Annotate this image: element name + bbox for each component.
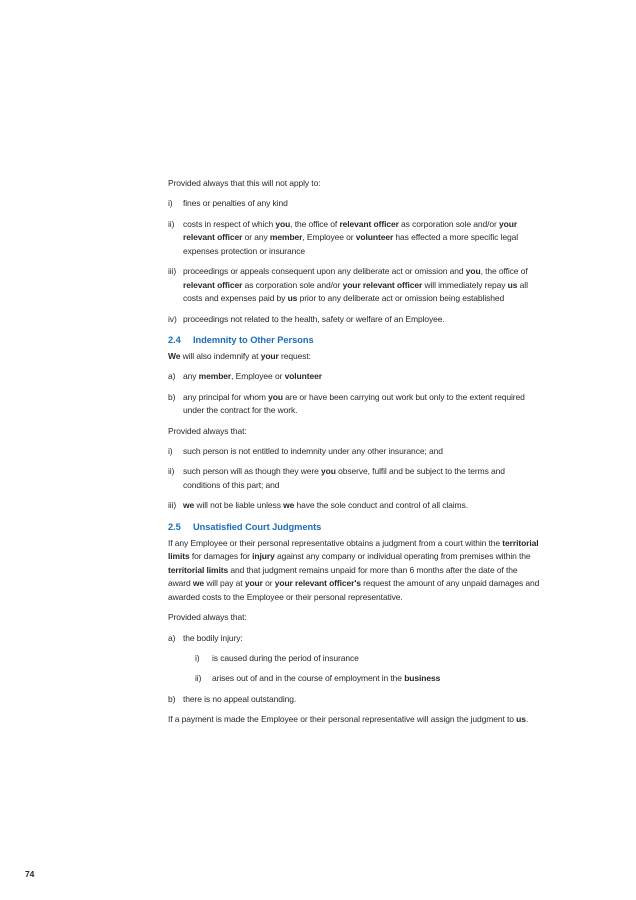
bold-term: relevant officer bbox=[183, 232, 243, 243]
section-title: Indemnity to Other Persons bbox=[193, 335, 314, 346]
bold-term: volunteer bbox=[355, 232, 394, 243]
text-run: Provided always that: bbox=[168, 425, 247, 436]
list-item-text bbox=[183, 693, 608, 707]
bold-term: you bbox=[268, 391, 283, 402]
text-run: all bbox=[517, 279, 528, 290]
list-marker: ii) bbox=[195, 673, 202, 684]
paragraph bbox=[168, 611, 608, 625]
section-heading bbox=[168, 522, 608, 533]
text-run: request the amount of any unpaid damages and bbox=[360, 578, 540, 589]
section-heading bbox=[168, 335, 608, 346]
text-run: has effected a more specific legal bbox=[393, 232, 519, 243]
list-item bbox=[168, 693, 608, 707]
list-item-text bbox=[183, 197, 608, 211]
paragraph bbox=[168, 537, 608, 605]
bold-term: we bbox=[192, 578, 205, 589]
list-item bbox=[168, 465, 608, 492]
paragraph bbox=[168, 350, 608, 364]
text-run: . bbox=[525, 714, 529, 725]
text-run: arises out of and in the course of employment in the bbox=[212, 673, 405, 684]
paragraph bbox=[168, 425, 608, 439]
text-run: Provided always that: bbox=[168, 612, 247, 623]
bold-term: volunteer bbox=[284, 371, 322, 382]
bold-term: territorial bbox=[502, 537, 539, 548]
bold-term: you bbox=[465, 266, 481, 277]
text-run: any bbox=[183, 371, 199, 382]
bold-term: we bbox=[183, 500, 195, 511]
text-run: fines or penalties of any kind bbox=[183, 198, 288, 209]
text-run: awarded costs to the Employee or their personal representative. bbox=[168, 591, 403, 602]
list-item-text bbox=[183, 465, 608, 492]
text-run: under the contract for the work. bbox=[183, 405, 298, 416]
text-run: will immediately repay bbox=[422, 279, 508, 290]
bold-term: relevant officer bbox=[183, 279, 243, 290]
list-item bbox=[168, 370, 608, 384]
bold-term: you bbox=[321, 466, 336, 477]
list-item bbox=[168, 499, 608, 513]
list-item-text bbox=[212, 652, 608, 666]
text-run: , Employee or bbox=[231, 371, 285, 382]
text-run: such person will as though they were bbox=[183, 466, 322, 477]
bold-term: us bbox=[287, 293, 298, 304]
text-run: are or have been carrying out work but only to the extent required bbox=[282, 391, 525, 402]
text-run: have the sole conduct and control of all claims. bbox=[294, 500, 468, 511]
list-item-text bbox=[183, 218, 608, 259]
text-run: there is no appeal outstanding. bbox=[183, 693, 297, 704]
text-run: will not be liable unless bbox=[194, 500, 284, 511]
list-marker: iv) bbox=[168, 313, 177, 324]
list-item bbox=[168, 197, 608, 211]
text-run: , Employee or bbox=[302, 232, 356, 243]
list-item-text bbox=[183, 632, 608, 646]
text-run: If any Employee or their personal representative obtains a judgment from a court within the bbox=[168, 537, 503, 548]
paragraph bbox=[168, 177, 608, 191]
list-marker: iii) bbox=[168, 500, 177, 511]
text-run: will also indemnify at bbox=[180, 351, 261, 362]
text-run: observe, fulfil and be subject to the terms and bbox=[335, 466, 505, 477]
text-run: proceedings or appeals consequent upon any deliberate act or omission and bbox=[183, 266, 466, 277]
list-marker: ii) bbox=[168, 218, 175, 229]
bold-term: business bbox=[404, 673, 441, 684]
list-marker: ii) bbox=[168, 466, 175, 477]
list-item bbox=[168, 218, 608, 259]
text-run: , the office of bbox=[290, 218, 340, 229]
bold-term: injury bbox=[252, 551, 275, 562]
section-title: Unsatisfied Court Judgments bbox=[193, 521, 322, 532]
text-run: proceedings not related to the health, safety or welfare of an Employee. bbox=[183, 313, 445, 324]
bold-term: your relevant officer's bbox=[274, 578, 361, 589]
bold-term: us bbox=[516, 714, 526, 725]
list-item-text bbox=[183, 391, 608, 418]
list-item-text bbox=[183, 265, 608, 306]
text-run: , the office of bbox=[480, 266, 528, 277]
list-marker: a) bbox=[168, 632, 176, 643]
text-run: will pay at bbox=[204, 578, 245, 589]
list-item-text bbox=[212, 672, 608, 686]
bold-term: member bbox=[269, 232, 303, 243]
list-item bbox=[168, 632, 608, 646]
list-marker: i) bbox=[168, 198, 173, 209]
text-run: or bbox=[262, 578, 275, 589]
list-item bbox=[168, 391, 608, 418]
list-item bbox=[168, 265, 608, 306]
bold-term: you bbox=[275, 218, 291, 229]
text-run: as corporation sole and/or bbox=[398, 218, 500, 229]
bold-term: your bbox=[499, 218, 518, 229]
bold-term: territorial limits bbox=[168, 564, 229, 575]
bold-term: limits bbox=[168, 551, 190, 562]
text-run: Provided always that this will not apply to: bbox=[168, 178, 321, 188]
text-run: costs and expenses paid by bbox=[183, 293, 288, 304]
text-run: request: bbox=[278, 351, 311, 362]
text-run: as corporation sole and/or bbox=[242, 279, 343, 290]
list-item-text bbox=[183, 499, 608, 513]
bold-term: relevant officer bbox=[339, 218, 399, 229]
bold-term: We bbox=[168, 351, 181, 362]
text-run: prior to any deliberate act or omission being established bbox=[297, 293, 505, 304]
bold-term: your relevant officer bbox=[342, 279, 423, 290]
text-run: for damages for bbox=[189, 551, 253, 562]
text-run: award bbox=[168, 578, 193, 589]
list-item bbox=[168, 672, 608, 686]
text-run: If a payment is made the Employee or their personal representative will assign the judgment to bbox=[168, 714, 517, 725]
text-run: the bodily injury: bbox=[183, 632, 243, 643]
list-marker: b) bbox=[168, 391, 176, 402]
section-number: 2.5 bbox=[168, 521, 181, 532]
bold-term: we bbox=[283, 500, 295, 511]
text-run: or any bbox=[242, 232, 270, 243]
list-item-text bbox=[183, 445, 608, 459]
text-run: costs in respect of which bbox=[183, 218, 276, 229]
list-marker: a) bbox=[168, 371, 176, 382]
bold-term: your bbox=[244, 578, 263, 589]
list-item bbox=[168, 652, 608, 666]
section-number: 2.4 bbox=[168, 335, 181, 346]
list-marker: i) bbox=[195, 653, 200, 664]
bold-term: member bbox=[198, 371, 232, 382]
list-marker: b) bbox=[168, 693, 176, 704]
list-item bbox=[168, 313, 608, 327]
text-run: conditions of this part; and bbox=[183, 479, 280, 490]
bold-term: us bbox=[507, 279, 518, 290]
document-body bbox=[168, 177, 608, 727]
list-marker: iii) bbox=[168, 266, 177, 277]
text-run: and that judgment remains unpaid for more than 6 months after the date of the bbox=[228, 564, 518, 575]
text-run: expenses protection or insurance bbox=[183, 245, 306, 256]
list-item-text bbox=[183, 313, 608, 327]
text-run: against any company or individual operating from premises within the bbox=[274, 551, 531, 562]
text-run: any principal for whom bbox=[183, 391, 269, 402]
page-number: 74 bbox=[25, 869, 35, 879]
list-item bbox=[168, 445, 608, 459]
text-run: is caused during the period of insurance bbox=[212, 653, 359, 664]
list-marker: i) bbox=[168, 446, 173, 457]
paragraph bbox=[168, 713, 608, 727]
bold-term: your bbox=[260, 351, 279, 362]
list-item-text bbox=[183, 370, 608, 384]
text-run: such person is not entitled to indemnity under any other insurance; and bbox=[183, 446, 443, 457]
